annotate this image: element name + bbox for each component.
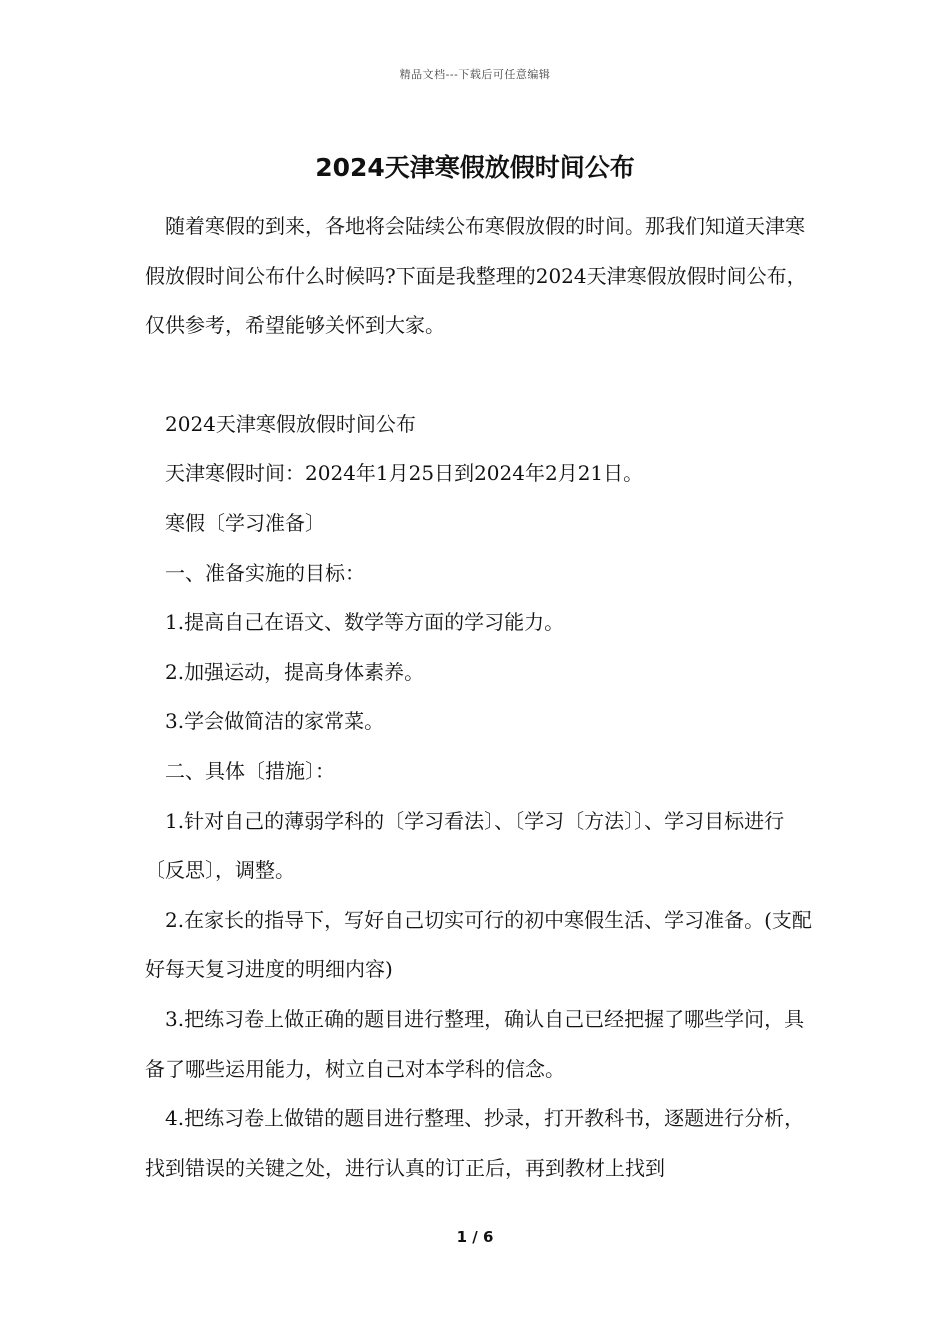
page-title: 2024天津寒假放假时间公布: [315, 153, 635, 182]
header-note: 精品文档---下载后可任意编辑: [399, 68, 551, 81]
section-heading: 2024天津寒假放假时间公布: [165, 411, 416, 436]
intro-paragraph: 随着寒假的到来，各地将会陆续公布寒假放假的时间。那我们知道天津寒假放假时间公布什么时候吗?下面是我整理的2024天津寒假放假时间公布，仅供参考，希望能够关怀到大家。: [145, 214, 807, 338]
goal-item: 1.提高自己在语文、数学等方面的学习能力。: [165, 610, 565, 635]
document-body: [145, 202, 821, 1193]
goal-item: 2.加强运动，提高身体素养。: [165, 659, 425, 684]
plan-heading: 寒假〔学习准备〕: [165, 510, 325, 535]
holiday-dates: 天津寒假时间：2024年1月25日到2024年2月21日。: [165, 461, 644, 486]
measure-item: 3.把练习卷上做正确的题目进行整理，确认自己已经把握了哪些学问，具备了哪些运用能力，树立自己对本学科的信念。: [145, 1006, 805, 1081]
measure-item: 4.把练习卷上做错的题目进行整理、抄录，打开教科书，逐题进行分析，找到错误的关键之处，进行认真的订正后，再到教材上找到: [145, 1106, 805, 1180]
measure-item: 2.在家长的指导下，写好自己切实可行的初中寒假生活、学习准备。(支配好每天复习进度的明细内容): [145, 907, 812, 982]
page-number: 1 / 6: [456, 1228, 494, 1246]
paragraph-gap: [145, 351, 821, 400]
goal-item: 3.学会做简洁的家常菜。: [165, 709, 385, 734]
measure-item: 1.针对自己的薄弱学科的〔学习看法〕、〔学习〔方法〕〕、学习目标进行〔反思〕，调整。: [145, 808, 785, 883]
goals-heading: 一、准备实施的目标：: [165, 560, 365, 585]
measures-heading: 二、具体〔措施〕：: [165, 758, 335, 783]
